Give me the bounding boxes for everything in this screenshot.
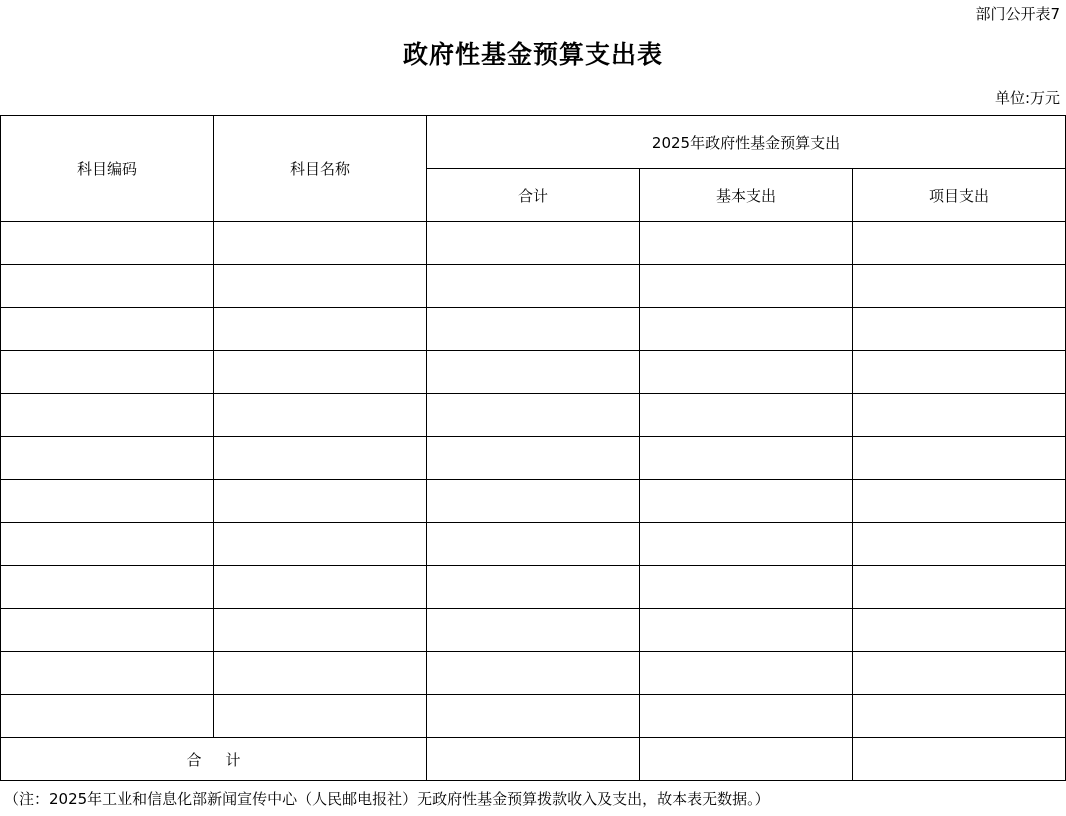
- total-label-right: 计: [225, 750, 241, 769]
- table-cell: [640, 523, 853, 566]
- table-cell: [640, 480, 853, 523]
- table-cell: [853, 351, 1066, 394]
- table-cell: [853, 566, 1066, 609]
- table-cell: [640, 695, 853, 738]
- table-cell: [214, 480, 427, 523]
- table-cell: [427, 695, 640, 738]
- table-cell: [214, 566, 427, 609]
- table-cell: [1, 308, 214, 351]
- table-cell: [427, 351, 640, 394]
- table-cell: [427, 265, 640, 308]
- table-cell: [427, 566, 640, 609]
- total-cell: [427, 738, 640, 781]
- table-cell: [1, 523, 214, 566]
- table-cell: [640, 609, 853, 652]
- table-row: [1, 437, 1066, 480]
- table-cell: [427, 480, 640, 523]
- table-cell: [427, 222, 640, 265]
- form-number-label: 部门公开表7: [975, 5, 1060, 23]
- column-header-basic: 基本支出: [640, 169, 853, 222]
- total-label-left: 合: [186, 750, 202, 769]
- table-cell: [853, 265, 1066, 308]
- page-title: 政府性基金预算支出表: [402, 40, 663, 69]
- table-row: [1, 351, 1066, 394]
- table-row: [1, 695, 1066, 738]
- table-cell: [853, 308, 1066, 351]
- table-cell: [214, 523, 427, 566]
- table-cell: [640, 566, 853, 609]
- table-cell: [427, 652, 640, 695]
- table-row: [1, 222, 1066, 265]
- column-header-total: 合计: [427, 169, 640, 222]
- header-row: [1, 116, 1066, 169]
- table-cell: [640, 652, 853, 695]
- table-cell: [427, 308, 640, 351]
- table-cell: [214, 437, 427, 480]
- table-cell: [214, 265, 427, 308]
- table-cell: [853, 394, 1066, 437]
- table-cell: [853, 523, 1066, 566]
- table-cell: [853, 437, 1066, 480]
- table-cell: [427, 523, 640, 566]
- column-header-group: 2025年政府性基金预算支出: [427, 116, 1066, 169]
- table-cell: [214, 394, 427, 437]
- total-row: [1, 738, 1066, 781]
- table-row: [1, 308, 1066, 351]
- table-row: [1, 652, 1066, 695]
- table-cell: [427, 437, 640, 480]
- table-cell: [1, 222, 214, 265]
- table-cell: [214, 308, 427, 351]
- table-cell: [1, 695, 214, 738]
- table-cell: [214, 222, 427, 265]
- table-cell: [640, 351, 853, 394]
- total-row-label: [1, 738, 427, 781]
- total-cell: [853, 738, 1066, 781]
- total-cell: [640, 738, 853, 781]
- table-cell: [640, 222, 853, 265]
- table-cell: [640, 308, 853, 351]
- table-cell: [853, 652, 1066, 695]
- table-cell: [640, 265, 853, 308]
- table-cell: [1, 437, 214, 480]
- table-cell: [1, 394, 214, 437]
- column-header-name: 科目名称: [214, 116, 427, 222]
- table-cell: [1, 566, 214, 609]
- table-row: [1, 609, 1066, 652]
- table-row: [1, 265, 1066, 308]
- table-cell: [214, 695, 427, 738]
- table-cell: [1, 480, 214, 523]
- table-row: [1, 480, 1066, 523]
- table-row: [1, 566, 1066, 609]
- column-header-code: 科目编码: [1, 116, 214, 222]
- table-cell: [1, 609, 214, 652]
- table-cell: [1, 351, 214, 394]
- budget-table: [0, 115, 1066, 781]
- table-cell: [427, 394, 640, 437]
- table-cell: [853, 609, 1066, 652]
- table-cell: [427, 609, 640, 652]
- table-cell: [640, 437, 853, 480]
- table-cell: [853, 480, 1066, 523]
- table-cell: [214, 351, 427, 394]
- table-row: [1, 523, 1066, 566]
- table-cell: [640, 394, 853, 437]
- footnote: （注：2025年工业和信息化部新闻宣传中心（人民邮电报社）无政府性基金预算拨款收入及支出，故本表无数据。）: [4, 790, 770, 808]
- table-cell: [853, 222, 1066, 265]
- table-cell: [214, 652, 427, 695]
- table-row: [1, 394, 1066, 437]
- table-cell: [853, 695, 1066, 738]
- column-header-project: 项目支出: [853, 169, 1066, 222]
- table-cell: [1, 652, 214, 695]
- table-cell: [214, 609, 427, 652]
- table-cell: [1, 265, 214, 308]
- unit-label: 单位:万元: [994, 89, 1060, 107]
